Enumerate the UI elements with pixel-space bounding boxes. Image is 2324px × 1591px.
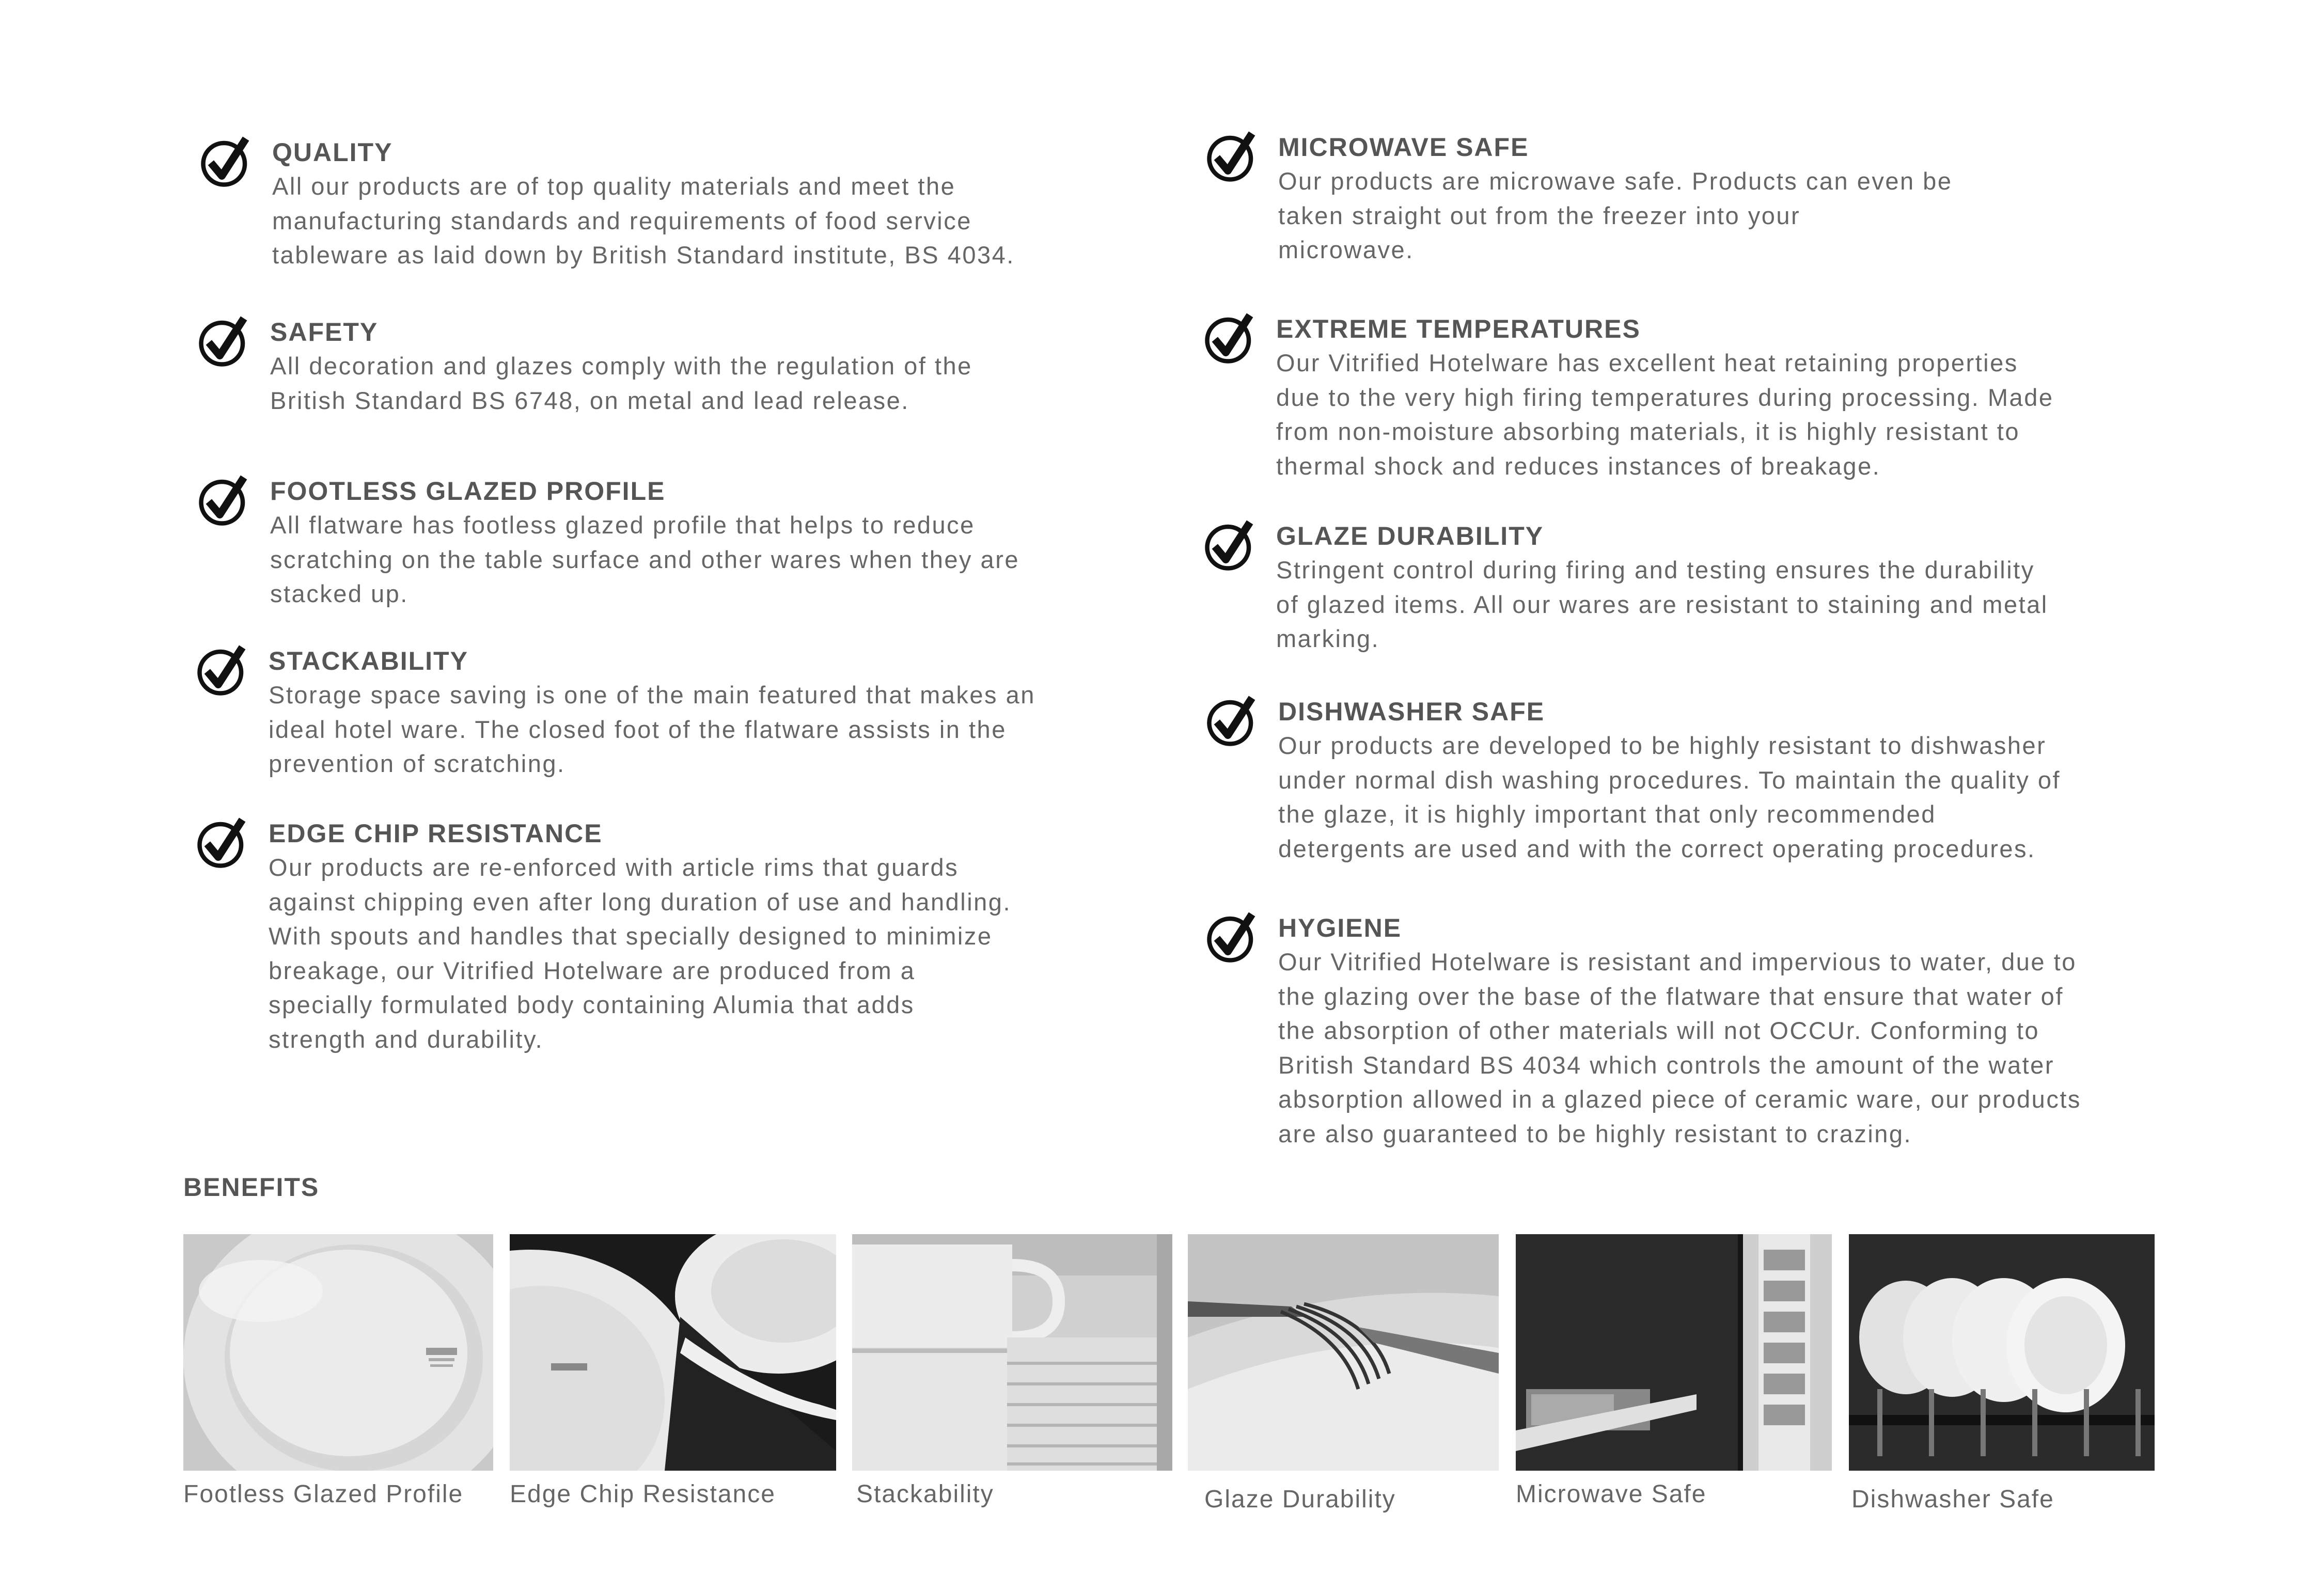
feature-title: HYGIENE	[1278, 913, 1402, 942]
feature-dishwasher-safe	[1278, 695, 2061, 866]
feature-body: All flatware has footless glazed profile that helps to reduce scratching on the table surface and other wares when they are stacked up.	[270, 511, 1019, 607]
photo-stackability	[852, 1234, 1172, 1471]
checkmark-icon	[197, 473, 252, 528]
checkmark-icon	[1205, 129, 1260, 184]
feature-title: STACKABILITY	[269, 647, 468, 675]
caption-dishwasher-safe: Dishwasher Safe	[1851, 1486, 2054, 1513]
feature-body: Our Vitrified Hotelware has excellent heat retaining properties due to the very high firing temperatures during processing. Made from non-moisture absorbing materials, it is highly resistant to thermal shock and reduces instances of breakage.	[1276, 349, 2054, 480]
caption-glaze-durability: Glaze Durability	[1204, 1486, 1396, 1513]
feature-body: Our Vitrified Hotelware is resistant and impervious to water, due to the glazing over the base of the flatware that ensure that water of the absorption of other materials will not OCCUr. Conforming to British Standard BS 4034 which controls the amount of the water absorption allowed in a glazed piece of ceramic ware, our products are also guaranteed to be highly resistant to crazing.	[1278, 948, 2081, 1147]
feature-microwave-safe	[1278, 130, 1952, 267]
checkmark-icon	[199, 134, 254, 189]
photo-microwave-safe	[1516, 1234, 1832, 1471]
feature-body: Our products are re-enforced with article rims that guards against chipping even after long duration of use and handling. With spouts and handles that specially designed to minimize breakage, our Vitrified Hotelware are produced from a specially formulated body containing Alumia that adds strength and durability.	[269, 854, 1011, 1053]
feature-quality	[272, 135, 1015, 273]
feature-title: DISHWASHER SAFE	[1278, 697, 1545, 726]
feature-title: EXTREME TEMPERATURES	[1276, 314, 1641, 343]
checkmark-icon	[1205, 910, 1260, 965]
feature-title: GLAZE DURABILITY	[1276, 522, 1544, 550]
checkmark-icon	[1203, 311, 1258, 366]
feature-title: EDGE CHIP RESISTANCE	[269, 819, 603, 848]
feature-body: Storage space saving is one of the main featured that makes an ideal hotel ware. The closed foot of the flatware assists in the prevention of scratching.	[269, 681, 1035, 777]
feature-edge-chip-resistance	[269, 816, 1011, 1057]
benefits-heading: BENEFITS	[183, 1173, 320, 1202]
checkmark-icon	[195, 643, 250, 698]
feature-title: SAFETY	[270, 318, 379, 346]
feature-stackability	[269, 644, 1035, 781]
feature-title: FOOTLESS GLAZED PROFILE	[270, 477, 666, 506]
caption-stackability: Stackability	[856, 1480, 994, 1508]
feature-body: Our products are microwave safe. Products can even be taken straight out from the freezer into your microwave.	[1278, 167, 1953, 263]
caption-footless-glazed-profile: Footless Glazed Profile	[183, 1480, 464, 1508]
feature-safety	[270, 315, 972, 418]
photo-footless-glazed-profile	[183, 1234, 493, 1471]
feature-body: Our products are developed to be highly resistant to dishwasher under normal dish washing procedures. To maintain the quality of the glaze, it is highly important that only recommended detergents are used and with the correct operating procedures.	[1278, 732, 2061, 862]
checkmark-icon	[1205, 694, 1260, 748]
photo-edge-chip-resistance	[510, 1234, 836, 1471]
checkmark-icon	[197, 314, 252, 369]
feature-title: MICROWAVE SAFE	[1278, 133, 1529, 162]
feature-body: All decoration and glazes comply with the regulation of the British Standard BS 6748, on metal and lead release.	[270, 352, 972, 414]
feature-body: Stringent control during firing and testing ensures the durability of glazed items. All our wares are resistant to staining and metal marking.	[1276, 556, 2048, 652]
feature-glaze-durability	[1276, 519, 2048, 656]
photo-dishwasher-safe	[1849, 1234, 2155, 1471]
checkmark-icon	[195, 815, 250, 870]
feature-hygiene	[1278, 911, 2081, 1151]
feature-extreme-temperatures	[1276, 312, 2053, 483]
feature-body: All our products are of top quality materials and meet the manufacturing standards and requirements of food service tableware as laid down by British Standard institute, BS 4034.	[272, 172, 1015, 269]
caption-edge-chip-resistance: Edge Chip Resistance	[510, 1480, 776, 1508]
checkmark-icon	[1203, 518, 1258, 573]
feature-title: QUALITY	[272, 138, 393, 167]
caption-microwave-safe: Microwave Safe	[1516, 1480, 1707, 1508]
feature-footless-glazed-profile	[270, 474, 1019, 611]
photo-glaze-durability	[1188, 1234, 1499, 1471]
